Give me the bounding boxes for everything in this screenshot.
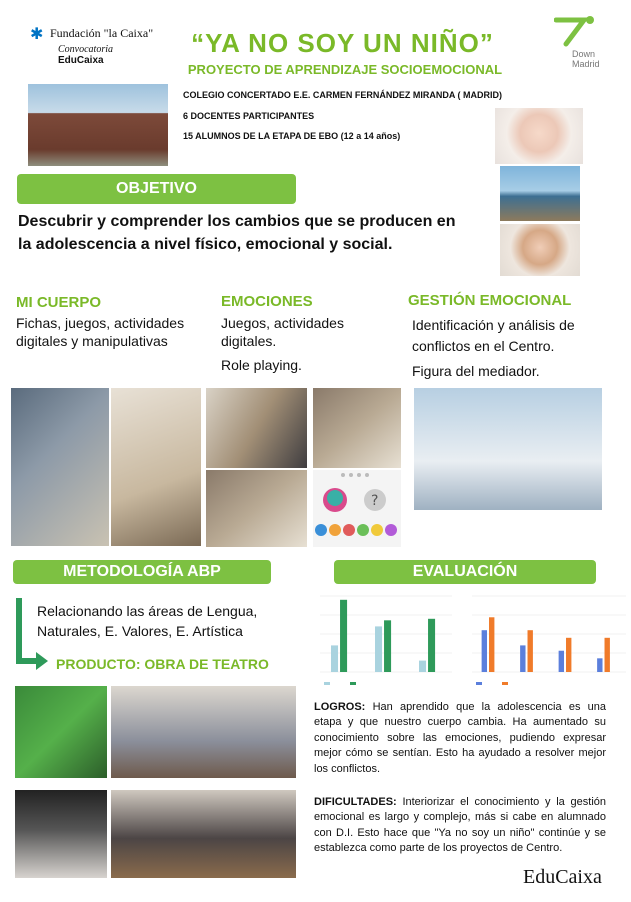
legend-swatch xyxy=(324,682,330,685)
photo-mediator xyxy=(414,388,602,510)
partner-line2: Madrid xyxy=(572,59,600,69)
emociones-text-1: Juegos, actividades digitales. xyxy=(221,315,344,349)
page-subtitle: PROYECTO DE APRENDIZAJE SOCIOEMOCIONAL xyxy=(187,62,503,77)
svg-text:?: ? xyxy=(371,493,379,509)
chart-bar xyxy=(331,645,338,672)
school-info: COLEGIO CONCERTADO E.E. CARMEN FERNÁNDEZ MIRANDA ( MADRID) xyxy=(183,90,502,100)
emociones-text-2: Role playing. xyxy=(221,357,302,373)
photo-mask xyxy=(15,686,107,778)
gestion-text-2: Figura del mediador. xyxy=(412,363,540,379)
chart-bar xyxy=(520,645,525,672)
objetivo-heading: OBJETIVO xyxy=(17,174,296,204)
photo-worksheet xyxy=(111,388,201,546)
chart-2 xyxy=(462,590,630,688)
chart-bar xyxy=(566,638,571,672)
logros-block xyxy=(314,700,606,777)
teachers-info: 6 DOCENTES PARTICIPANTES xyxy=(183,111,315,121)
legend-swatch xyxy=(502,682,508,685)
legend-swatch xyxy=(350,682,356,685)
chart-bar xyxy=(375,626,382,672)
dificultades-block xyxy=(314,795,606,857)
students-info: 15 ALUMNOS DE LA ETAPA DE EBO (12 a 14 años) xyxy=(183,131,401,141)
foundation-logo xyxy=(30,24,160,70)
photo-baby xyxy=(495,108,583,164)
foundation-name: Fundación "la Caixa" xyxy=(50,26,154,40)
mi-cuerpo-text: Fichas, juegos, actividades digitales y manipulativas xyxy=(16,315,185,349)
legend-swatch xyxy=(476,682,482,685)
arrow-head-icon xyxy=(36,652,48,670)
photo-digital-game xyxy=(313,470,401,547)
arrow-bottom xyxy=(16,658,38,664)
logros-text: Han aprendido que la adolescencia es una etapa y que nuestro cuerpo cambia. Ha aumentado su conocimiento sobre las emociones, pudiendo expresar mejor cómo se sentían. Esto ha ayudado a resolver mejor los conflictos. xyxy=(314,701,607,775)
emotions-game-icon xyxy=(313,470,401,547)
objetivo-text: Descubrir y comprender los cambios que se producen en la adolescencia a nivel físico, emocional y social. xyxy=(18,213,456,254)
footer-educaixa: EduCaixa xyxy=(523,866,602,888)
photo-teen xyxy=(500,224,580,276)
down-madrid-icon xyxy=(554,14,598,48)
dificultades-label: DIFICULTADES: xyxy=(314,796,397,808)
photo-group xyxy=(111,686,296,778)
chart-bar xyxy=(482,630,487,672)
dificultades-text: Interiorizar el conocimiento y la gestión emocional es largo y complejo, más si cabe en alumnado con D.I. Esto hace que "Ya no soy un niño" continúe y se establezca como parte de los proyectos de Centro. xyxy=(314,796,606,855)
convocatoria-label: Convocatoria xyxy=(58,44,113,55)
chart-bar xyxy=(428,619,435,672)
metodologia-heading: METODOLOGÍA ABP xyxy=(13,560,271,584)
chart-bar xyxy=(559,651,564,672)
chart-1 xyxy=(310,590,456,688)
photo-game xyxy=(313,388,401,468)
photo-tablet xyxy=(11,388,109,546)
gestion-text-1: Identificación y análisis de conflictos en el Centro. xyxy=(412,317,575,354)
chart-bar xyxy=(605,638,610,672)
chart-bar xyxy=(528,630,533,672)
chart-bar xyxy=(597,658,602,672)
chart-bar xyxy=(419,661,426,672)
photo-student xyxy=(206,470,307,547)
gestion-heading: GESTIÓN EMOCIONAL xyxy=(408,292,572,309)
chart-bar xyxy=(489,617,494,672)
mi-cuerpo-heading: MI CUERPO xyxy=(16,294,102,311)
chart-bar xyxy=(340,600,347,672)
photo-performance xyxy=(111,790,296,878)
arrow-line xyxy=(16,598,22,664)
star-icon: ✱ xyxy=(30,26,44,43)
page-title: “YA NO SOY UN NIÑO” xyxy=(191,28,494,58)
logros-label: LOGROS: xyxy=(314,701,366,713)
school-photo xyxy=(28,84,168,166)
photo-cards xyxy=(206,388,307,468)
educaixa-label: EduCaixa xyxy=(58,55,104,66)
product-label: PRODUCTO: OBRA DE TEATRO xyxy=(56,656,269,672)
emociones-heading: EMOCIONES xyxy=(221,293,313,310)
evaluacion-heading: EVALUACIÓN xyxy=(334,560,596,584)
metodologia-text: Relacionando las áreas de Lengua, Naturales, E. Valores, E. Artística xyxy=(37,603,258,639)
chart-bar xyxy=(384,620,391,672)
photo-stage xyxy=(15,790,107,878)
partner-line1: Down xyxy=(572,49,596,59)
photo-child xyxy=(500,166,580,221)
down-madrid-logo xyxy=(552,14,612,72)
